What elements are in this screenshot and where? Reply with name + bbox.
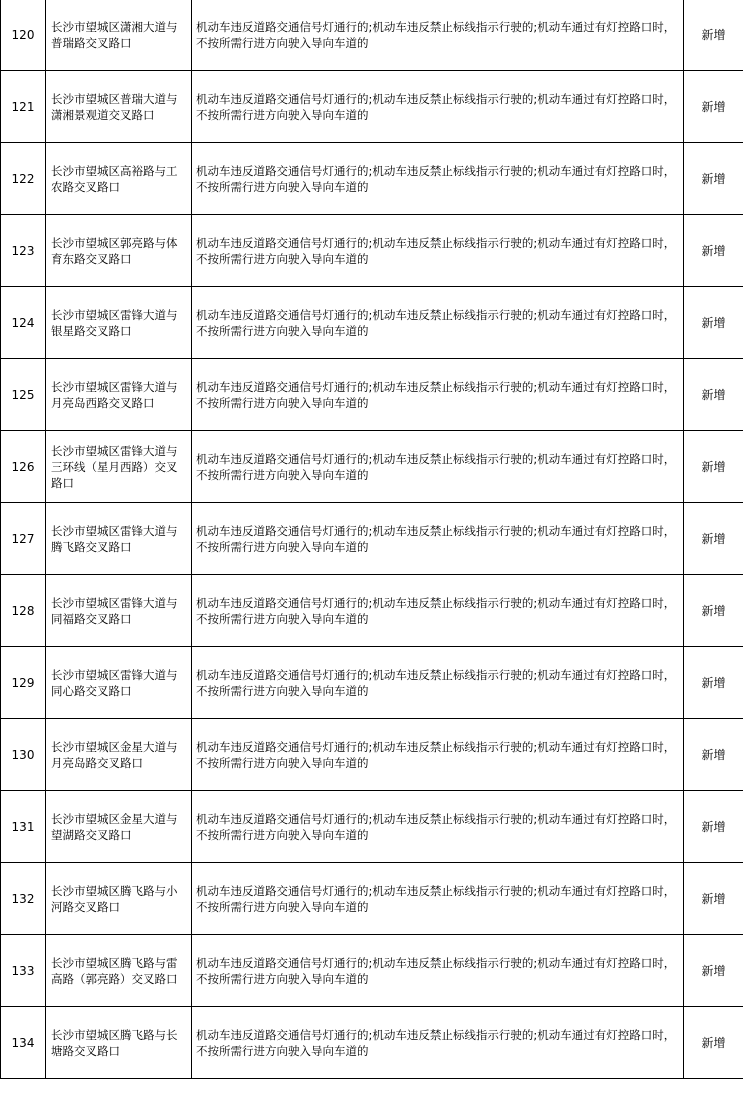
intersection-location: 长沙市望城区金星大道与月亮岛路交叉路口 <box>46 719 192 791</box>
row-number: 133 <box>1 935 46 1007</box>
intersection-location: 长沙市望城区普瑞大道与潇湘景观道交叉路口 <box>46 71 192 143</box>
status-cell: 新增 <box>684 791 743 863</box>
table-row <box>1 1007 743 1079</box>
table-row <box>1 431 743 503</box>
row-number: 122 <box>1 143 46 215</box>
row-number: 132 <box>1 863 46 935</box>
status-cell: 新增 <box>684 863 743 935</box>
intersection-location: 长沙市望城区雷锋大道与同心路交叉路口 <box>46 647 192 719</box>
row-number: 120 <box>1 0 46 71</box>
violation-description: 机动车违反道路交通信号灯通行的;机动车违反禁止标线指示行驶的;机动车通过有灯控路口时，不按所需行进方向驶入导向车道的 <box>192 503 684 575</box>
table-row <box>1 215 743 287</box>
row-number: 124 <box>1 287 46 359</box>
status-cell: 新增 <box>684 431 743 503</box>
intersection-location: 长沙市望城区雷锋大道与同福路交叉路口 <box>46 575 192 647</box>
table-row <box>1 143 743 215</box>
violation-description: 机动车违反道路交通信号灯通行的;机动车违反禁止标线指示行驶的;机动车通过有灯控路口时，不按所需行进方向驶入导向车道的 <box>192 143 684 215</box>
row-number: 134 <box>1 1007 46 1079</box>
row-number: 125 <box>1 359 46 431</box>
table-row <box>1 287 743 359</box>
violation-description: 机动车违反道路交通信号灯通行的;机动车违反禁止标线指示行驶的;机动车通过有灯控路口时，不按所需行进方向驶入导向车道的 <box>192 359 684 431</box>
status-cell: 新增 <box>684 0 743 71</box>
intersection-location: 长沙市望城区腾飞路与小河路交叉路口 <box>46 863 192 935</box>
intersection-location: 长沙市望城区腾飞路与长塘路交叉路口 <box>46 1007 192 1079</box>
status-cell: 新增 <box>684 1007 743 1079</box>
table-row <box>1 575 743 647</box>
violation-description: 机动车违反道路交通信号灯通行的;机动车违反禁止标线指示行驶的;机动车通过有灯控路口时，不按所需行进方向驶入导向车道的 <box>192 863 684 935</box>
violation-description: 机动车违反道路交通信号灯通行的;机动车违反禁止标线指示行驶的;机动车通过有灯控路口时，不按所需行进方向驶入导向车道的 <box>192 575 684 647</box>
status-cell: 新增 <box>684 71 743 143</box>
table-row <box>1 791 743 863</box>
row-number: 128 <box>1 575 46 647</box>
intersection-location: 长沙市望城区腾飞路与雷高路（郭亮路）交叉路口 <box>46 935 192 1007</box>
table-row <box>1 719 743 791</box>
status-cell: 新增 <box>684 719 743 791</box>
violation-description: 机动车违反道路交通信号灯通行的;机动车违反禁止标线指示行驶的;机动车通过有灯控路口时，不按所需行进方向驶入导向车道的 <box>192 1007 684 1079</box>
table-body <box>1 0 743 1079</box>
row-number: 126 <box>1 431 46 503</box>
intersection-location: 长沙市望城区郭亮路与体育东路交叉路口 <box>46 215 192 287</box>
row-number: 131 <box>1 791 46 863</box>
status-cell: 新增 <box>684 359 743 431</box>
status-cell: 新增 <box>684 287 743 359</box>
violation-description: 机动车违反道路交通信号灯通行的;机动车违反禁止标线指示行驶的;机动车通过有灯控路口时，不按所需行进方向驶入导向车道的 <box>192 71 684 143</box>
intersection-location: 长沙市望城区雷锋大道与腾飞路交叉路口 <box>46 503 192 575</box>
status-cell: 新增 <box>684 143 743 215</box>
intersection-location: 长沙市望城区雷锋大道与银星路交叉路口 <box>46 287 192 359</box>
table-row <box>1 503 743 575</box>
table-row <box>1 359 743 431</box>
table-row <box>1 863 743 935</box>
violation-description: 机动车违反道路交通信号灯通行的;机动车违反禁止标线指示行驶的;机动车通过有灯控路口时，不按所需行进方向驶入导向车道的 <box>192 935 684 1007</box>
intersection-location: 长沙市望城区金星大道与望湖路交叉路口 <box>46 791 192 863</box>
row-number: 127 <box>1 503 46 575</box>
table-row <box>1 647 743 719</box>
violation-description: 机动车违反道路交通信号灯通行的;机动车违反禁止标线指示行驶的;机动车通过有灯控路口时，不按所需行进方向驶入导向车道的 <box>192 215 684 287</box>
row-number: 121 <box>1 71 46 143</box>
intersection-location: 长沙市望城区高裕路与工农路交叉路口 <box>46 143 192 215</box>
violation-description: 机动车违反道路交通信号灯通行的;机动车违反禁止标线指示行驶的;机动车通过有灯控路口时，不按所需行进方向驶入导向车道的 <box>192 791 684 863</box>
intersection-location: 长沙市望城区潇湘大道与普瑞路交叉路口 <box>46 0 192 71</box>
status-cell: 新增 <box>684 935 743 1007</box>
intersection-location: 长沙市望城区雷锋大道与三环线（星月西路）交叉路口 <box>46 431 192 503</box>
violation-description: 机动车违反道路交通信号灯通行的;机动车违反禁止标线指示行驶的;机动车通过有灯控路口时，不按所需行进方向驶入导向车道的 <box>192 287 684 359</box>
table-row <box>1 935 743 1007</box>
intersection-location: 长沙市望城区雷锋大道与月亮岛西路交叉路口 <box>46 359 192 431</box>
violation-description: 机动车违反道路交通信号灯通行的;机动车违反禁止标线指示行驶的;机动车通过有灯控路口时，不按所需行进方向驶入导向车道的 <box>192 719 684 791</box>
violation-description: 机动车违反道路交通信号灯通行的;机动车违反禁止标线指示行驶的;机动车通过有灯控路口时，不按所需行进方向驶入导向车道的 <box>192 0 684 71</box>
violation-description: 机动车违反道路交通信号灯通行的;机动车违反禁止标线指示行驶的;机动车通过有灯控路口时，不按所需行进方向驶入导向车道的 <box>192 647 684 719</box>
row-number: 123 <box>1 215 46 287</box>
row-number: 130 <box>1 719 46 791</box>
table-row <box>1 71 743 143</box>
violation-description: 机动车违反道路交通信号灯通行的;机动车违反禁止标线指示行驶的;机动车通过有灯控路口时，不按所需行进方向驶入导向车道的 <box>192 431 684 503</box>
table-row <box>1 0 743 71</box>
status-cell: 新增 <box>684 215 743 287</box>
status-cell: 新增 <box>684 575 743 647</box>
row-number: 129 <box>1 647 46 719</box>
status-cell: 新增 <box>684 647 743 719</box>
status-cell: 新增 <box>684 503 743 575</box>
